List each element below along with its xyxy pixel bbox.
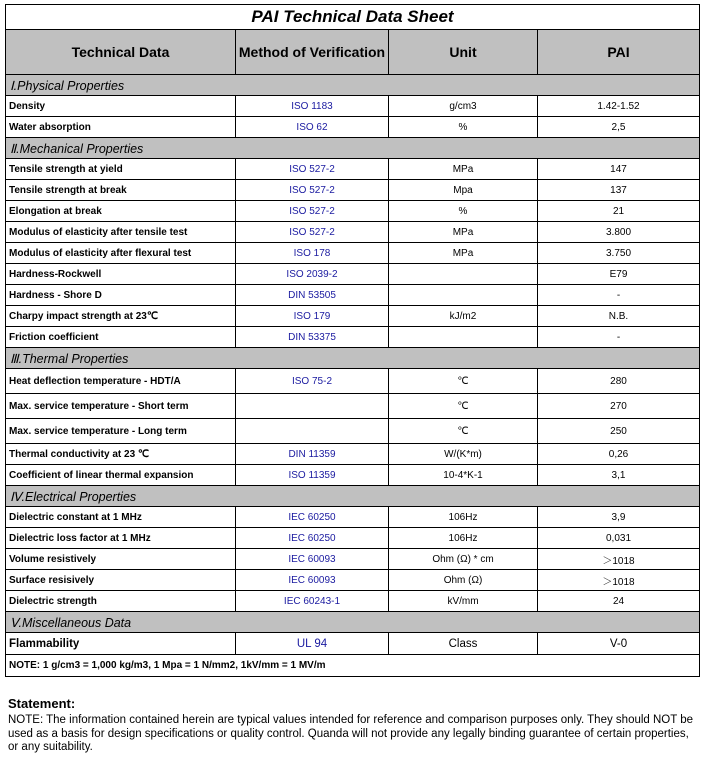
method-cell: IEC 60250 (236, 528, 389, 549)
data-sheet (5, 4, 699, 677)
table-row (6, 549, 700, 570)
property-cell: Hardness-Rockwell (6, 264, 236, 285)
method-cell: ISO 62 (236, 117, 389, 138)
property-cell: Tensile strength at break (6, 180, 236, 201)
property-cell: Heat deflection temperature - HDT/A (6, 369, 236, 394)
value-cell: 24 (538, 591, 700, 612)
property-cell: Tensile strength at yield (6, 159, 236, 180)
value-cell: 147 (538, 159, 700, 180)
method-cell: ISO 11359 (236, 465, 389, 486)
unit-cell (389, 327, 538, 348)
unit-cell: % (389, 201, 538, 222)
property-cell: Dielectric strength (6, 591, 236, 612)
value-cell: ＞1018 (538, 549, 700, 570)
method-cell: IEC 60093 (236, 570, 389, 591)
table-row (6, 394, 700, 419)
table-row (6, 159, 700, 180)
table-row (6, 444, 700, 465)
value-cell: 1.42-1.52 (538, 96, 700, 117)
value-cell: 3,9 (538, 507, 700, 528)
value-cell: 0,26 (538, 444, 700, 465)
method-cell: ISO 527-2 (236, 201, 389, 222)
header-method: Method of Verification (236, 30, 389, 75)
table-row (6, 327, 700, 348)
value-cell: 137 (538, 180, 700, 201)
section-row (6, 348, 700, 369)
property-cell: Thermal conductivity at 23 ℃ (6, 444, 236, 465)
section-title: Ⅱ.Mechanical Properties (6, 138, 700, 159)
table-row (6, 306, 700, 327)
statement-text: NOTE: The information contained herein are typical values intended for reference and comparison purposes only. They should NOT be used as a basis for design specifications or quality control. Quanda will not provide any legally binding guarantee of certain properties, or any suitability. (8, 714, 694, 753)
unit-cell: kJ/m2 (389, 306, 538, 327)
section-row (6, 486, 700, 507)
section-row (6, 138, 700, 159)
method-cell (236, 419, 389, 444)
header-unit: Unit (389, 30, 538, 75)
data-table (5, 4, 700, 677)
unit-cell: kV/mm (389, 591, 538, 612)
sheet-title: PAI Technical Data Sheet (6, 5, 700, 30)
unit-cell: ℃ (389, 419, 538, 444)
method-cell: ISO 527-2 (236, 222, 389, 243)
property-cell: Density (6, 96, 236, 117)
unit-cell: MPa (389, 243, 538, 264)
unit-cell: g/cm3 (389, 96, 538, 117)
value-cell: E79 (538, 264, 700, 285)
value-cell: ＞1018 (538, 570, 700, 591)
title-row (6, 5, 700, 30)
value-cell: 2,5 (538, 117, 700, 138)
unit-cell: Mpa (389, 180, 538, 201)
method-cell: IEC 60250 (236, 507, 389, 528)
value-cell: N.B. (538, 306, 700, 327)
table-row (6, 180, 700, 201)
property-cell: Volume resistively (6, 549, 236, 570)
property-cell: Max. service temperature - Long term (6, 419, 236, 444)
section-title: Ⅰ.Physical Properties (6, 75, 700, 96)
section-title: Ⅳ.Electrical Properties (6, 486, 700, 507)
value-cell: 250 (538, 419, 700, 444)
property-cell: Coefficient of linear thermal expansion (6, 465, 236, 486)
table-row (6, 285, 700, 306)
value-cell: 3.800 (538, 222, 700, 243)
value-cell: V-0 (538, 633, 700, 655)
unit-cell: ℃ (389, 369, 538, 394)
value-cell: - (538, 285, 700, 306)
table-row (6, 369, 700, 394)
table-row (6, 96, 700, 117)
method-cell: ISO 527-2 (236, 180, 389, 201)
table-row (6, 264, 700, 285)
value-cell: 0,031 (538, 528, 700, 549)
section-row (6, 612, 700, 633)
header-pai: PAI (538, 30, 700, 75)
value-cell: - (538, 327, 700, 348)
property-cell: Modulus of elasticity after flexural test (6, 243, 236, 264)
unit-cell: Ohm (Ω) (389, 570, 538, 591)
method-cell: ISO 179 (236, 306, 389, 327)
unit-cell (389, 264, 538, 285)
unit-cell: Ohm (Ω) * cm (389, 549, 538, 570)
table-row (6, 528, 700, 549)
unit-cell (389, 285, 538, 306)
header-technical-data: Technical Data (6, 30, 236, 75)
property-cell: Dielectric loss factor at 1 MHz (6, 528, 236, 549)
method-cell: IEC 60243-1 (236, 591, 389, 612)
unit-cell: % (389, 117, 538, 138)
method-cell: UL 94 (236, 633, 389, 655)
table-row (6, 243, 700, 264)
value-cell: 280 (538, 369, 700, 394)
unit-cell: 10-4*K-1 (389, 465, 538, 486)
unit-cell: 106Hz (389, 507, 538, 528)
table-row (6, 507, 700, 528)
table-row (6, 591, 700, 612)
value-cell: 3,1 (538, 465, 700, 486)
table-row (6, 222, 700, 243)
value-cell: 21 (538, 201, 700, 222)
property-cell: Elongation at break (6, 201, 236, 222)
property-cell: Charpy impact strength at 23℃ (6, 306, 236, 327)
property-cell: Water absorption (6, 117, 236, 138)
statement-title: Statement: (8, 696, 76, 711)
method-cell: ISO 2039-2 (236, 264, 389, 285)
unit-cell: W/(K*m) (389, 444, 538, 465)
property-cell: Surface resisively (6, 570, 236, 591)
unit-cell: Class (389, 633, 538, 655)
table-row (6, 419, 700, 444)
method-cell: DIN 53505 (236, 285, 389, 306)
method-cell: ISO 527-2 (236, 159, 389, 180)
table-row (6, 465, 700, 486)
method-cell: DIN 53375 (236, 327, 389, 348)
table-row (6, 570, 700, 591)
property-cell: Dielectric constant at 1 MHz (6, 507, 236, 528)
value-cell: 270 (538, 394, 700, 419)
method-cell: DIN 11359 (236, 444, 389, 465)
value-cell: 3.750 (538, 243, 700, 264)
method-cell: ISO 1183 (236, 96, 389, 117)
note-text: NOTE: 1 g/cm3 = 1,000 kg/m3, 1 Mpa = 1 N/mm2, 1kV/mm = 1 MV/m (6, 655, 700, 677)
section-title: Ⅴ.Miscellaneous Data (6, 612, 700, 633)
property-cell: Flammability (6, 633, 236, 655)
header-row (6, 30, 700, 75)
unit-cell: MPa (389, 222, 538, 243)
section-row (6, 75, 700, 96)
method-cell: IEC 60093 (236, 549, 389, 570)
unit-cell: MPa (389, 159, 538, 180)
table-row (6, 117, 700, 138)
property-cell: Modulus of elasticity after tensile test (6, 222, 236, 243)
unit-cell: ℃ (389, 394, 538, 419)
table-row (6, 633, 700, 655)
property-cell: Max. service temperature - Short term (6, 394, 236, 419)
unit-cell: 106Hz (389, 528, 538, 549)
method-cell: ISO 75-2 (236, 369, 389, 394)
method-cell: ISO 178 (236, 243, 389, 264)
property-cell: Hardness - Shore D (6, 285, 236, 306)
property-cell: Friction coefficient (6, 327, 236, 348)
table-row (6, 201, 700, 222)
method-cell (236, 394, 389, 419)
section-title: Ⅲ.Thermal Properties (6, 348, 700, 369)
note-row (6, 655, 700, 677)
